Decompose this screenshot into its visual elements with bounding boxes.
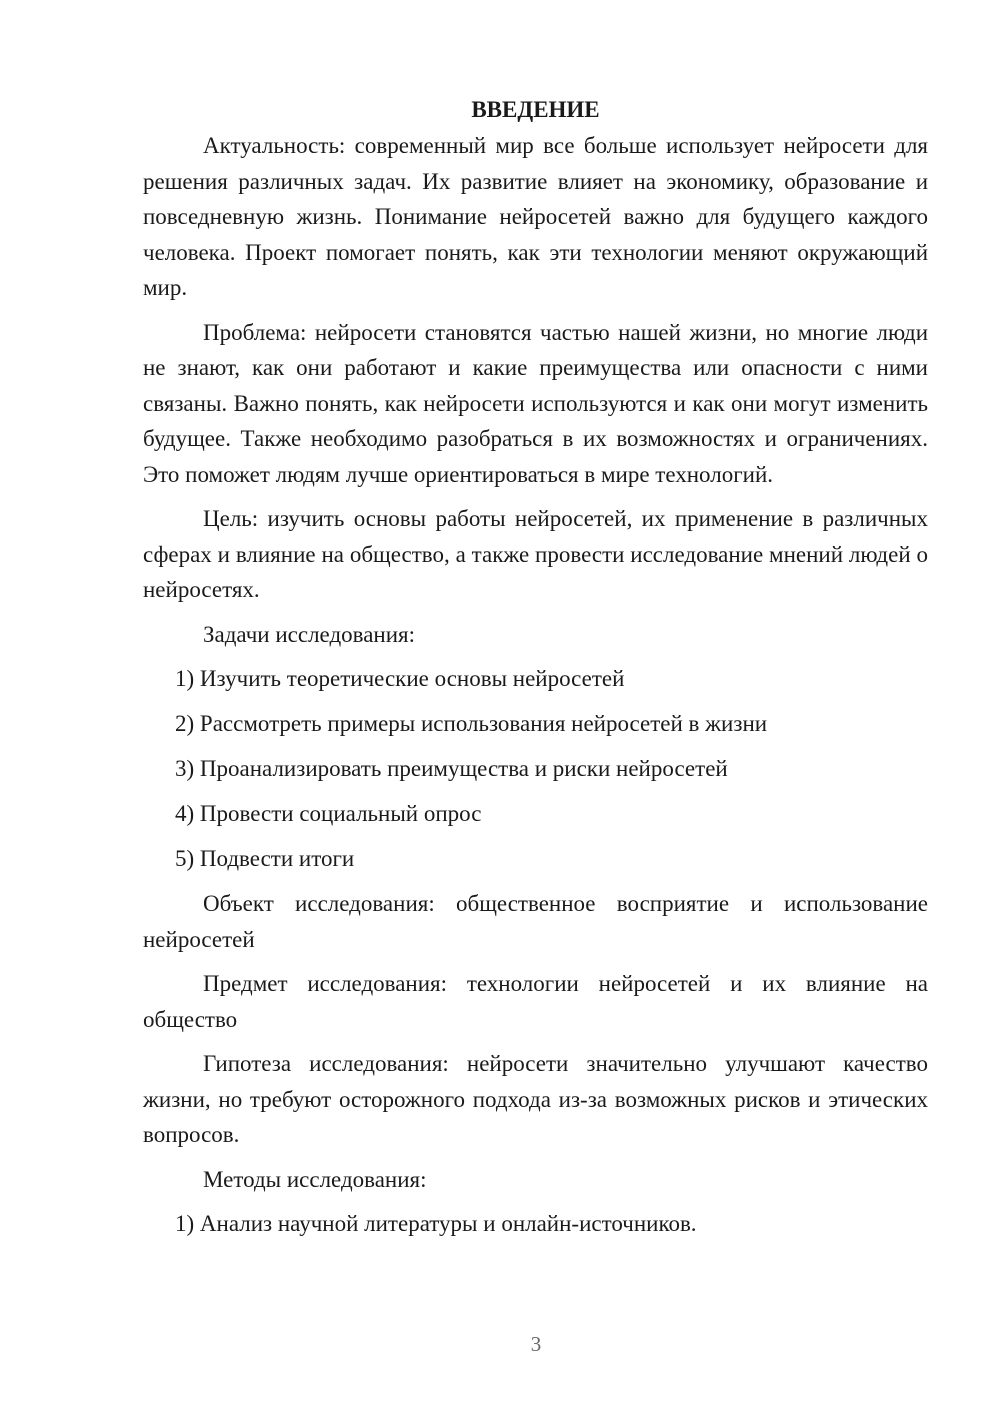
list-item: 1) Изучить теоретические основы нейросетей [175, 666, 625, 691]
hypothesis-paragraph: Гипотеза исследования: нейросети значительно улучшают качество жизни, но требуют осторожного подхода из-за возможных рисков и этических вопросов. [143, 1051, 928, 1147]
subject-paragraph: Предмет исследования: технологии нейросетей и их влияние на общество [143, 971, 928, 1032]
problem-paragraph: Проблема: нейросети становятся частью нашей жизни, но многие люди не знают, как они работают и какие преимущества или опасности с ними связаны. Важно понять, как нейросети используются и как они могут изменить будущее. Также необходимо разобраться в их возможностях и ограничениях. Это поможет людям лучше ориентироваться в мире технологий. [143, 319, 928, 487]
methods-list [143, 1206, 928, 1242]
tasks-label: Задачи исследования: [203, 621, 416, 647]
relevance-paragraph: Актуальность: современный мир все больше использует нейросети для решения различных задач. Их развитие влияет на экономику, образование и повседневную жизнь. Понимание нейросетей важно для будущего каждого человека. Проект помогает понять, как эти технологии меняют окружающий мир. [143, 133, 928, 300]
list-item: 1) Анализ научной литературы и онлайн-источников. [175, 1211, 697, 1236]
goal-paragraph: Цель: изучить основы работы нейросетей, их применение в различных сферах и влияние на общество, а также провести исследование мнений людей о нейросетях. [143, 506, 928, 602]
page-title: ВВЕДЕНИЕ [471, 97, 600, 122]
document-page [143, 92, 928, 1251]
tasks-list [143, 661, 928, 877]
object-paragraph: Объект исследования: общественное восприятие и использование нейросетей [143, 891, 928, 952]
page-number: 3 [530, 1332, 542, 1356]
methods-label: Методы исследования: [203, 1166, 427, 1192]
list-item: 3) Проанализировать преимущества и риски нейросетей [175, 756, 728, 781]
list-item: 4) Провести социальный опрос [175, 801, 482, 826]
list-item: 5) Подвести итоги [175, 846, 355, 871]
list-item: 2) Рассмотреть примеры использования нейросетей в жизни [175, 711, 768, 736]
